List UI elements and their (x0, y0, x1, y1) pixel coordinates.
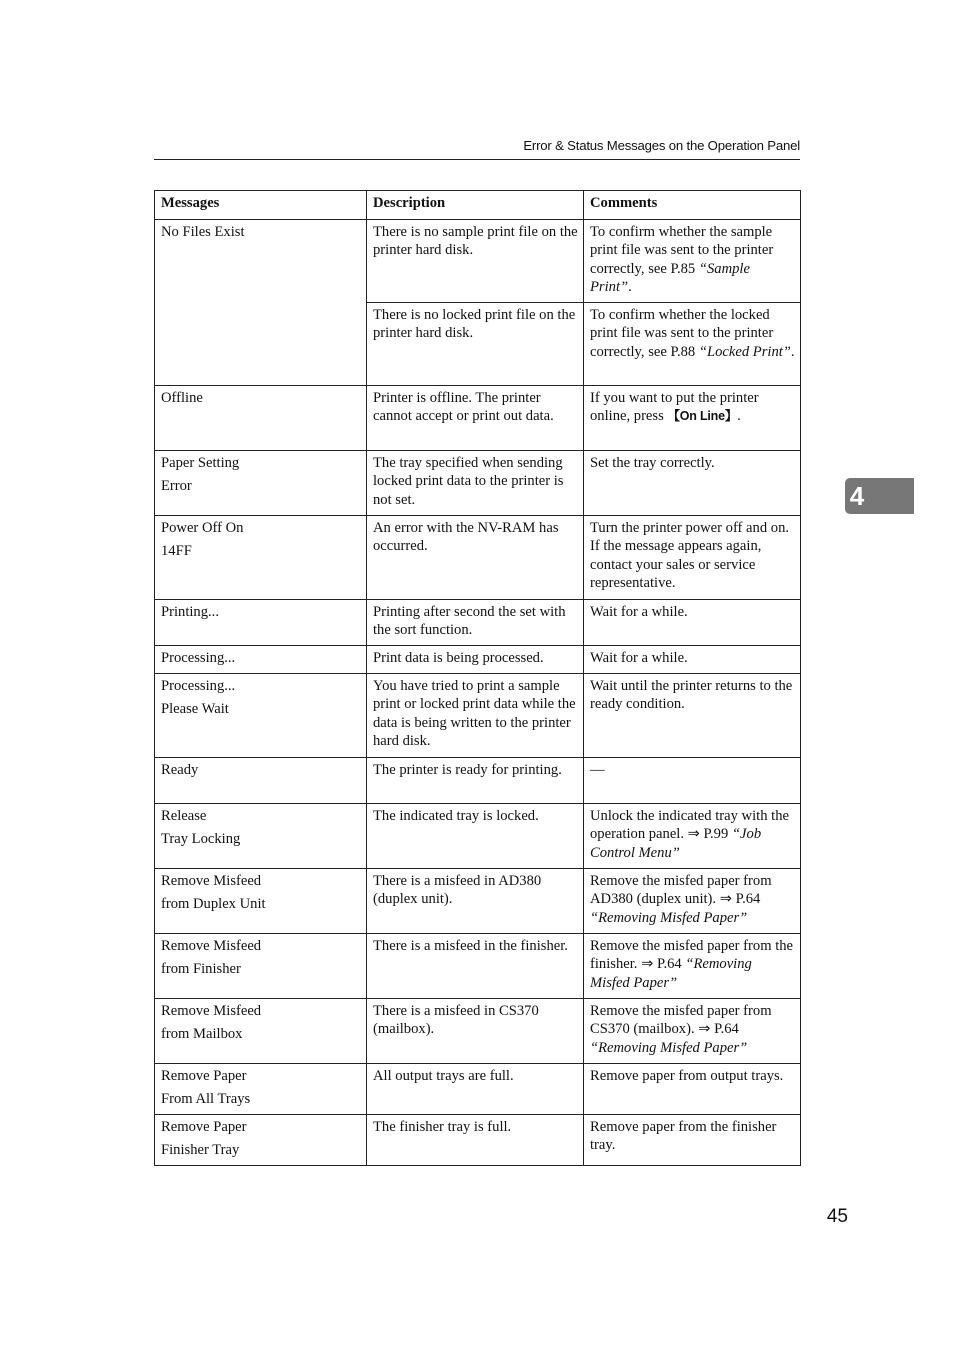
table-row (155, 599, 801, 645)
comment-reference: “Job Control Menu” (590, 826, 762, 861)
comment-punctuation: . (737, 408, 741, 424)
message-cell (155, 933, 367, 998)
comment-reference: “Removing Misfed Paper” (590, 1039, 748, 1056)
comment-cell (584, 302, 801, 385)
comment-cell (584, 219, 801, 302)
comment-reference: “Sample Print” (590, 260, 750, 295)
message-cell (155, 673, 367, 757)
message-text: Printing... (161, 603, 219, 620)
message-cell (155, 450, 367, 515)
message-text: 14FF (161, 543, 192, 559)
message-text: Finisher Tray (161, 1142, 240, 1158)
comment-cell: Turn the printer power off and on. If the message appears again, contact your sales or service representative. (584, 515, 801, 599)
message-text: From All Trays (161, 1091, 251, 1107)
message-text: from Duplex Unit (161, 896, 266, 912)
message-cell (155, 998, 367, 1063)
header-rule (154, 159, 800, 160)
comment-text: If you want to put the printer online, press (590, 389, 759, 424)
message-text: Remove Misfeed (161, 872, 262, 889)
table-row (155, 219, 801, 302)
comment-cell (584, 868, 801, 933)
messages-table (154, 190, 801, 1166)
comment-cell: Remove paper from the finisher tray. (584, 1114, 801, 1165)
description-cell: There is no sample print file on the printer hard disk. (367, 219, 584, 302)
table-row (155, 450, 801, 515)
message-text: Processing... (161, 677, 236, 694)
description-cell: Print data is being processed. (367, 645, 584, 673)
description-cell: There is a misfeed in the finisher. (367, 933, 584, 998)
description-cell: The finisher tray is full. (367, 1114, 584, 1165)
comment-cell (584, 385, 801, 450)
message-cell (155, 1063, 367, 1114)
description-cell: The printer is ready for printing. (367, 757, 584, 803)
chapter-tab (845, 478, 914, 514)
column-header-description: Description (367, 191, 584, 220)
comment-cell: — (584, 757, 801, 803)
message-cell (155, 385, 367, 450)
message-text: Paper Setting (161, 454, 240, 471)
comment-reference: “Locked Print” (698, 343, 791, 360)
message-text: Remove Paper (161, 1118, 247, 1135)
message-cell (155, 219, 367, 385)
column-header-messages: Messages (155, 191, 367, 220)
message-text: Offline (161, 389, 203, 406)
description-cell: You have tried to print a sample print or locked print data while the data is being written to the printer hard disk. (367, 673, 584, 757)
comment-text: Unlock the indicated tray with the operation panel. ⇒ P.99 (590, 807, 789, 842)
comment-punctuation: . (790, 343, 795, 360)
message-cell (155, 645, 367, 673)
page-number: 45 (826, 1206, 848, 1227)
message-text: Please Wait (161, 701, 229, 717)
message-cell (155, 515, 367, 599)
comment-reference: “Removing Misfed Paper” (590, 956, 752, 991)
message-text: from Finisher (161, 961, 241, 977)
comment-text: To confirm whether the locked print file was sent to the printer correctly, see P.88 (590, 306, 774, 360)
comment-text: To confirm whether the sample print file was sent to the printer correctly, see P.85 (590, 223, 774, 277)
description-cell: The indicated tray is locked. (367, 803, 584, 868)
description-cell: There is no locked print file on the printer hard disk. (367, 302, 584, 385)
message-text: Remove Paper (161, 1067, 247, 1084)
message-text: Remove Misfeed (161, 937, 262, 954)
chapter-number: 4 (849, 481, 865, 511)
description-cell: There is a misfeed in AD380 (duplex unit). (367, 868, 584, 933)
comment-punctuation: . (628, 279, 632, 295)
message-text: Ready (161, 761, 199, 778)
comment-text: Remove the misfed paper from AD380 (duplex unit). ⇒ P.64 (590, 872, 772, 907)
table-row (155, 1063, 801, 1114)
running-header: Error & Status Messages on the Operation Panel (523, 138, 800, 153)
description-cell: Printing after second the set with the sort function. (367, 599, 584, 645)
message-cell (155, 757, 367, 803)
description-cell: All output trays are full. (367, 1063, 584, 1114)
message-cell (155, 1114, 367, 1165)
comment-cell: Wait for a while. (584, 645, 801, 673)
message-cell (155, 868, 367, 933)
message-text: from Mailbox (161, 1026, 243, 1042)
table-row (155, 757, 801, 803)
table-row (155, 933, 801, 998)
description-cell: The tray specified when sending locked print data to the printer is not set. (367, 450, 584, 515)
table-row (155, 998, 801, 1063)
column-header-comments: Comments (584, 191, 801, 220)
table-row (155, 1114, 801, 1165)
description-cell: An error with the NV-RAM has occurred. (367, 515, 584, 599)
comment-cell: Remove paper from output trays. (584, 1063, 801, 1114)
comment-text: Remove the misfed paper from the finisher. ⇒ P.64 (590, 937, 794, 972)
comment-cell: Wait for a while. (584, 599, 801, 645)
description-cell: Printer is offline. The printer cannot accept or print out data. (367, 385, 584, 450)
on-line-key-label: 【On Line】 (667, 409, 738, 423)
comment-cell: Set the tray correctly. (584, 450, 801, 515)
message-text: Release (161, 807, 207, 824)
comment-reference: “Removing Misfed Paper” (590, 909, 748, 926)
table-row (155, 515, 801, 599)
description-cell: There is a misfeed in CS370 (mailbox). (367, 998, 584, 1063)
comment-cell (584, 803, 801, 868)
message-cell (155, 803, 367, 868)
table-row (155, 385, 801, 450)
table-row (155, 803, 801, 868)
table-header-row (155, 191, 801, 220)
table-row (155, 868, 801, 933)
message-text: Error (161, 478, 192, 494)
message-text: Power Off On (161, 519, 244, 536)
comment-text: Remove the misfed paper from CS370 (mailbox). ⇒ P.64 (590, 1002, 772, 1037)
comment-cell: Wait until the printer returns to the ready condition. (584, 673, 801, 757)
message-text: Remove Misfeed (161, 1002, 262, 1019)
message-cell (155, 599, 367, 645)
message-text: No Files Exist (161, 223, 245, 240)
message-text: Processing... (161, 649, 236, 666)
table-row (155, 645, 801, 673)
comment-cell (584, 998, 801, 1063)
comment-cell (584, 933, 801, 998)
message-text: Tray Locking (161, 831, 241, 847)
table-row (155, 673, 801, 757)
